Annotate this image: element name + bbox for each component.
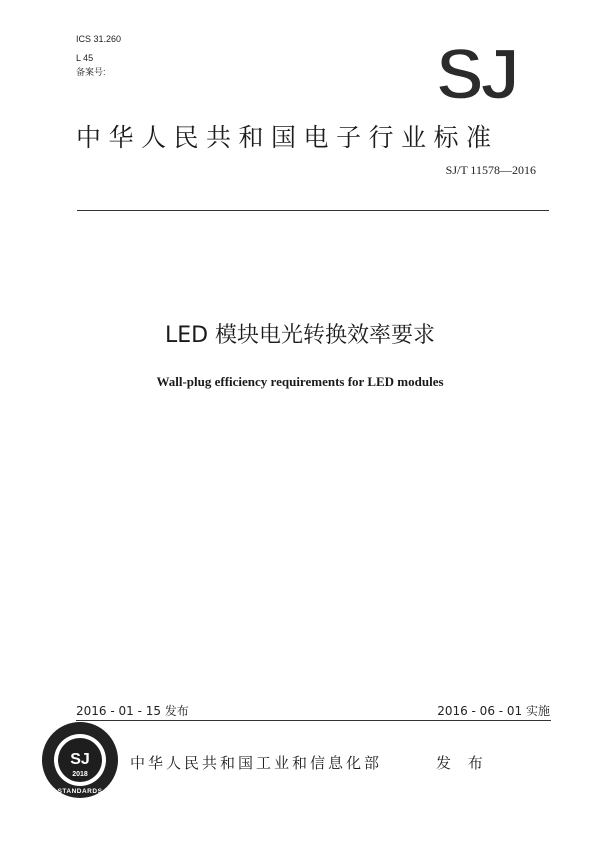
- sj-logo: [430, 44, 522, 104]
- header-divider: [77, 210, 549, 211]
- seal-ring-text: STANDARDS: [57, 788, 103, 795]
- seal-letters: SJ: [70, 751, 90, 768]
- document-title-chinese: LED 模块电光转换效率要求: [164, 323, 436, 348]
- sj-logo-text: SJ: [435, 44, 517, 104]
- issue-date: 2016 - 01 - 15 发布: [76, 704, 189, 718]
- document-title-english: Wall-plug efficiency requirements for LED modules: [156, 374, 444, 389]
- standard-category-title: 中华人民共和国电子行业标准: [76, 123, 499, 152]
- seal-year: 2018: [72, 771, 88, 778]
- standard-number: SJ/T 11578—2016: [445, 163, 536, 177]
- ics-code: ICS 31.260: [76, 34, 122, 44]
- standards-seal-icon: [40, 720, 120, 800]
- record-number-label: 备案号:: [76, 67, 106, 77]
- implementation-date: 2016 - 06 - 01 实施: [437, 704, 550, 718]
- issuing-authority: 中华人民共和国工业和信息化部: [130, 754, 383, 772]
- classification-code: L 45: [76, 53, 94, 63]
- issue-action-label: 发 布: [436, 754, 489, 772]
- footer-divider: [76, 720, 551, 721]
